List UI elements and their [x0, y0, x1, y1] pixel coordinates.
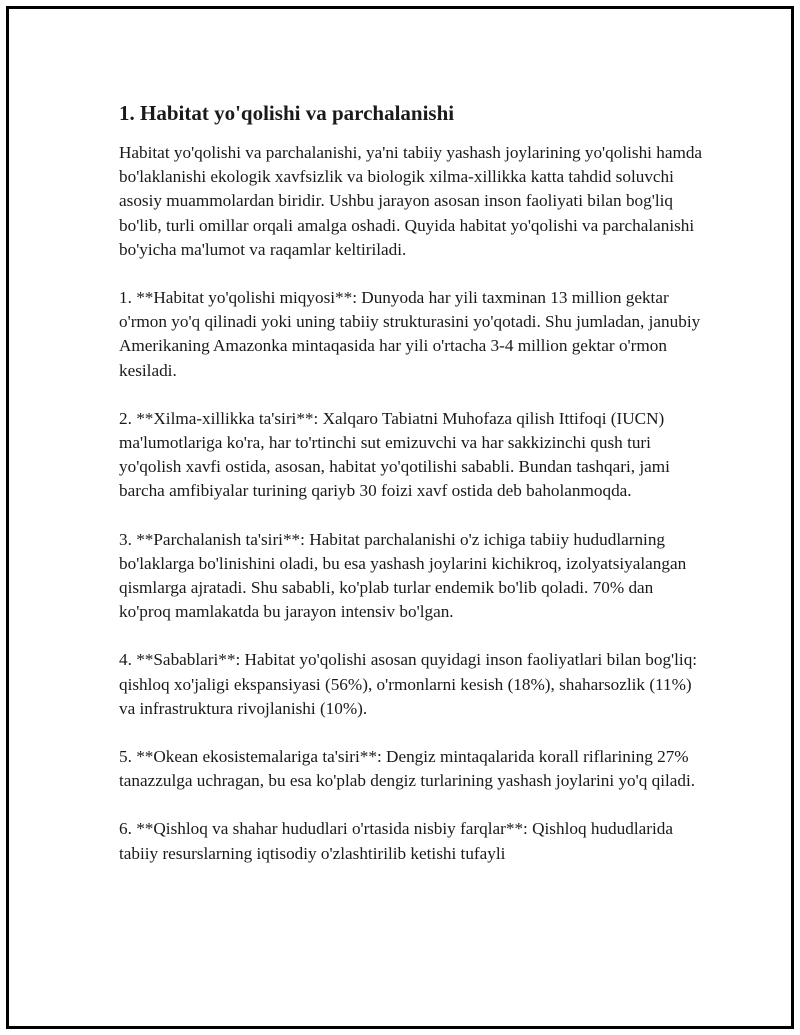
page-frame	[6, 6, 794, 1029]
paragraph-causes: 4. **Sabablari**: Habitat yo'qolishi asosan quyidagi inson faoliyatlari bilan bog'liq: qishloq xo'jaligi ekspansiyasi (56%), o'rmonlarni kesish (18%), shaharsozlik (11%) va infrastruktura rivojlanishi (10%).	[119, 650, 698, 718]
paragraph-ocean-ecosystems: 5. **Okean ekosistemalariga ta'siri**: Dengiz mintaqalarida korall riflarining 27% tanazzulga uchragan, bu esa ko'plab dengiz turlarining yashash joylarini yo'q qiladi.	[119, 747, 696, 791]
paragraph-rural-urban-differences: 6. **Qishloq va shahar hududlari o'rtasida nisbiy farqlar**: Qishloq hududlarida tabiiy resurslarning iqtisodiy o'zlashtirilib ketishi tufayli	[119, 819, 673, 863]
document-body	[119, 99, 709, 890]
paragraph-biodiversity-impact: 2. **Xilma-xillikka ta'siri**: Xalqaro Tabiatni Muhofaza qilish Ittifoqi (IUCN) ma'lumotlariga ko'ra, har to'rtinchi sut emizuvchi va har sakkizinchi qush turi yo'qolish xavfi ostida, asosan, habitat yo'qotilishi sababli. Bundan tashqari, jami barcha amfibiyalar turining qariyb 30 foizi xavf ostida deb baholanmoqda.	[119, 408, 670, 501]
document-title: 1. Habitat yo'qolishi va parchalanishi	[119, 101, 455, 125]
paragraph-habitat-loss-scale: 1. **Habitat yo'qolishi miqyosi**: Dunyoda har yili taxminan 13 million gektar o'rmon yo'q qilinadi yoki uning tabiiy strukturasini yo'qotadi. Shu jumladan, janubiy Amerikaning Amazonka mintaqasida har yili o'rtacha 3-4 million gektar o'rmon kesiladi.	[119, 288, 701, 380]
intro-paragraph: Habitat yo'qolishi va parchalanishi, ya'ni tabiiy yashash joylarining yo'qolishi hamda bo'laklanishi ekologik xavfsizlik va biologik xilma-xillikka katta tahdid soluvchi asosiy muammolardan biridir. Ushbu jarayon asosan inson faoliyati bilan bog'liq bo'lib, turli omillar orqali amalga oshadi. Quyida habitat yo'qolishi va parchalanishi bo'yicha ma'lumot va raqamlar keltiriladi.	[119, 143, 703, 259]
paragraph-fragmentation-impact: 3. **Parchalanish ta'siri**: Habitat parchalanishi o'z ichiga tabiiy hududlarning bo'laklarga bo'linishini oladi, bu esa yashash joylarini kichikroq, izolyatsiyalangan qismlarga ajratadi. Shu sababli, ko'plab turlar endemik bo'lib qoladi. 70% dan ko'proq mamlakatda bu jarayon intensiv bo'lgan.	[119, 529, 687, 622]
